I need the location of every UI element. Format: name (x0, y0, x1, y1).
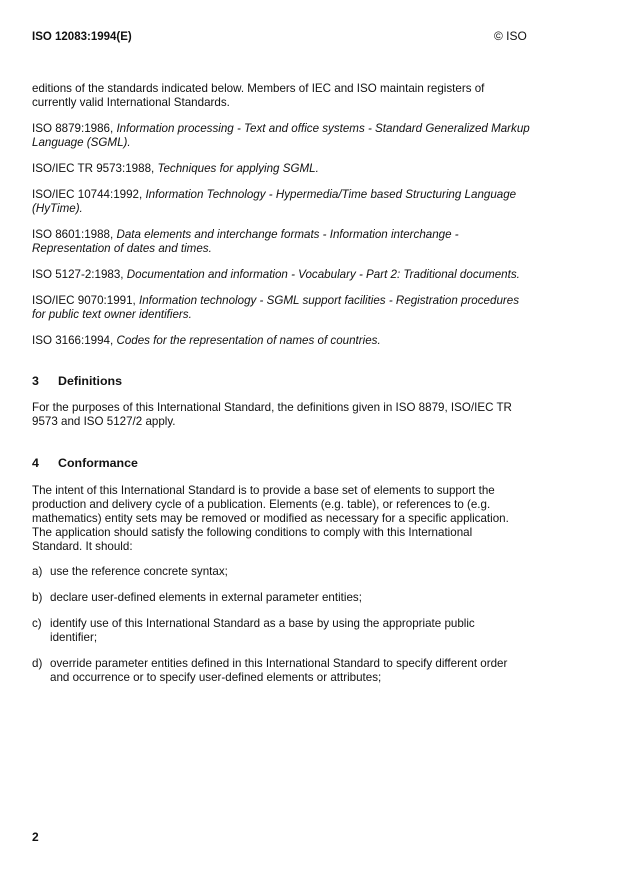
reference-code: ISO 3166:1994, (32, 334, 114, 347)
list-text: identify use of this International Standard as a base by using the appropriate public identifier; (50, 617, 475, 644)
reference-title: Codes for the representation of names of countries. (116, 334, 381, 347)
reference-item (32, 228, 472, 256)
reference-code: ISO 8601:1988, (32, 228, 114, 241)
section-number: 3 (32, 374, 39, 388)
reference-title: Information technology - SGML support facilities - Registration procedures for public text owner identifiers. (32, 294, 519, 321)
list-item (32, 617, 482, 645)
document-id: ISO 12083:1994(E) (32, 31, 132, 43)
reference-title: Documentation and information - Vocabulary - Part 2: Traditional documents. (126, 268, 520, 281)
list-label: d) (32, 657, 43, 670)
list-item (32, 565, 552, 579)
list-label: c) (32, 617, 42, 630)
list-text: use the reference concrete syntax; (50, 565, 228, 578)
definitions-paragraph: For the purposes of this International Standard, the definitions given in ISO 8879, ISO/IEC TR 9573 and ISO 5127/2 apply. (32, 401, 512, 428)
reference-item (32, 334, 552, 348)
list-text: override parameter entities defined in this International Standard to specify different order and occurrence or to specify user-defined elements or attributes; (50, 657, 508, 684)
reference-title: Data elements and interchange formats - Information interchange - Representation of dates and times. (32, 228, 459, 255)
reference-item (32, 162, 552, 176)
reference-code: ISO/IEC 9070:1991, (32, 294, 136, 307)
list-label: b) (32, 591, 43, 604)
reference-title: Techniques for applying SGML. (157, 162, 319, 175)
reference-code: ISO/IEC 10744:1992, (32, 188, 143, 201)
section-number: 4 (32, 456, 39, 470)
reference-item (32, 294, 527, 322)
reference-item (32, 188, 522, 216)
list-item (32, 591, 552, 605)
reference-code: ISO 5127-2:1983, (32, 268, 124, 281)
conformance-paragraph: The intent of this International Standard is to provide a base set of elements to support the production and delivery cycle of a publication. Elements (e.g. table), or references to (e.g. mathematics) entity sets may be removed or modified as necessary for a specific application. The application should satisfy the following conditions to comply with this International Standard. It should: (32, 484, 509, 553)
section-title: Conformance (58, 456, 138, 470)
reference-item (32, 268, 552, 282)
section-title: Definitions (58, 374, 123, 388)
copyright-mark: © ISO (494, 29, 527, 43)
reference-code: ISO 8879:1986, (32, 122, 114, 135)
page-body (32, 82, 552, 685)
intro-paragraph: editions of the standards indicated below. Members of IEC and ISO maintain registers of currently valid International Standards. (32, 82, 485, 109)
reference-title: Information processing - Text and office systems - Standard Generalized Markup Language (SGML). (32, 122, 530, 149)
reference-item (32, 122, 532, 150)
section-heading-conformance (32, 456, 552, 470)
page-number: 2 (32, 830, 39, 844)
list-label: a) (32, 565, 43, 578)
list-text: declare user-defined elements in external parameter entities; (50, 591, 362, 604)
list-item (32, 657, 512, 685)
reference-title: Information Technology - Hypermedia/Time based Structuring Language (HyTime). (32, 188, 517, 215)
reference-code: ISO/IEC TR 9573:1988, (32, 162, 155, 175)
section-heading-definitions (32, 374, 552, 388)
